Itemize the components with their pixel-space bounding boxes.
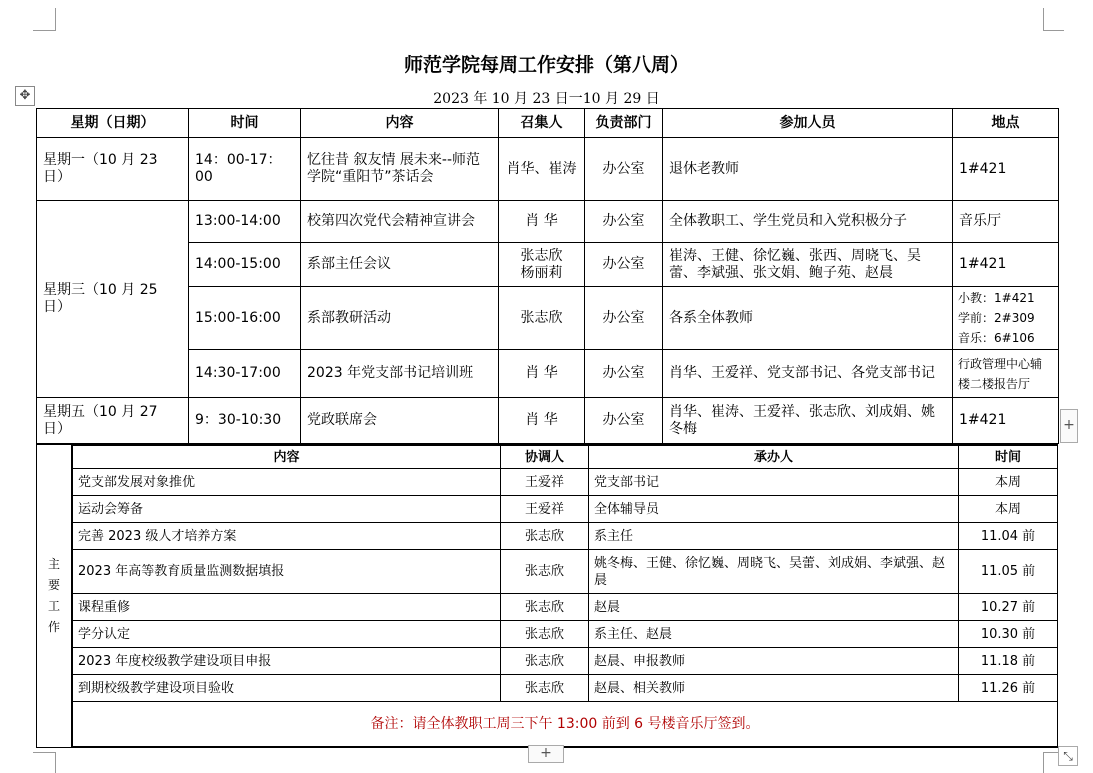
content-cell: 系部教研活动 [301, 287, 499, 350]
header-content: 内容 [301, 109, 499, 138]
task-content: 学分认定 [73, 621, 501, 648]
task-handler: 党支部书记 [589, 469, 959, 496]
task-row [73, 648, 1058, 675]
schedule-row [37, 287, 1059, 350]
task-handler: 赵晨、相关教师 [589, 675, 959, 702]
location-cell [953, 287, 1059, 350]
task-coordinator: 王爱祥 [501, 496, 589, 523]
content-cell: 党政联席会 [301, 398, 499, 444]
task-coordinator: 张志欣 [501, 621, 589, 648]
task-coordinator: 王爱祥 [501, 469, 589, 496]
content-cell: 2023 年党支部书记培训班 [301, 350, 499, 398]
schedule-row [37, 398, 1059, 444]
department-cell: 办公室 [585, 287, 663, 350]
tasks-header-content: 内容 [73, 446, 501, 469]
table-resize-icon[interactable]: ⤡ [1058, 746, 1078, 766]
task-content: 2023 年高等教育质量监测数据填报 [73, 550, 501, 594]
location-cell: 1#421 [953, 398, 1059, 444]
content-cell: 校第四次党代会精神宣讲会 [301, 201, 499, 243]
note-text: 备注：请全体教职工周三下午 13:00 前到 6 号楼音乐厅签到。 [73, 702, 1058, 747]
main-tasks-side-label [37, 445, 72, 748]
schedule-row [37, 243, 1059, 287]
tasks-header-time: 时间 [959, 446, 1058, 469]
side-label-char: 主 [47, 557, 60, 571]
content-cell: 系部主任会议 [301, 243, 499, 287]
convener-cell: 张志欣 [499, 287, 585, 350]
task-coordinator: 张志欣 [501, 594, 589, 621]
time-cell: 14：00-17：00 [189, 138, 301, 201]
convener-cell: 张志欣 杨丽莉 [499, 243, 585, 287]
side-label-char: 工 [47, 599, 60, 613]
tasks-header-handler: 承办人 [589, 446, 959, 469]
participants-cell: 全体教职工、学生党员和入党积极分子 [663, 201, 953, 243]
task-row [73, 675, 1058, 702]
side-label-char: 要 [47, 578, 60, 592]
task-coordinator: 张志欣 [501, 675, 589, 702]
task-coordinator: 张志欣 [501, 648, 589, 675]
location-cell: 行政管理中心辅楼二楼报告厅 [953, 350, 1059, 398]
location-line: 音乐：6#106 [958, 331, 1035, 345]
convener-cell: 肖 华 [499, 350, 585, 398]
content-cell: 忆往昔 叙友情 展未来--师范学院“重阳节”茶话会 [301, 138, 499, 201]
add-column-button[interactable]: + [528, 745, 564, 763]
participants-cell: 各系全体教师 [663, 287, 953, 350]
header-convener: 召集人 [499, 109, 585, 138]
participants-cell: 崔涛、王健、徐忆巍、张西、周晓飞、吴蕾、李斌强、张文娟、鲍子苑、赵晨 [663, 243, 953, 287]
document-title: 师范学院每周工作安排（第八周） [403, 54, 689, 76]
task-coordinator: 张志欣 [501, 550, 589, 594]
task-content: 课程重修 [73, 594, 501, 621]
location-cell: 1#421 [953, 138, 1059, 201]
task-row [73, 621, 1058, 648]
department-cell: 办公室 [585, 138, 663, 201]
department-cell: 办公室 [585, 201, 663, 243]
task-row [73, 496, 1058, 523]
add-row-button[interactable]: + [1060, 409, 1078, 443]
schedule-header-row [37, 109, 1059, 138]
schedule-row [37, 350, 1059, 398]
page-corner-bottom-left [33, 752, 56, 773]
location-cell: 1#421 [953, 243, 1059, 287]
table-move-icon[interactable]: ✥ [15, 86, 35, 106]
task-time: 11.26 前 [959, 675, 1058, 702]
header-time: 时间 [189, 109, 301, 138]
task-handler: 赵晨 [589, 594, 959, 621]
side-label-char: 作 [47, 620, 60, 634]
page-corner-top-left [33, 8, 56, 31]
task-time: 11.04 前 [959, 523, 1058, 550]
schedule-row [37, 201, 1059, 243]
location-cell: 音乐厅 [953, 201, 1059, 243]
department-cell: 办公室 [585, 243, 663, 287]
header-day: 星期（日期） [37, 109, 189, 138]
task-content: 党支部发展对象推优 [73, 469, 501, 496]
task-handler: 姚冬梅、王健、徐忆巍、周晓飞、吴蕾、刘成娟、李斌强、赵晨 [589, 550, 959, 594]
task-handler: 全体辅导员 [589, 496, 959, 523]
task-row [73, 469, 1058, 496]
location-line: 小教：1#421 [958, 291, 1035, 305]
main-tasks-section [36, 444, 1058, 748]
task-content: 完善 2023 级人才培养方案 [73, 523, 501, 550]
time-cell: 15:00-16:00 [189, 287, 301, 350]
participants-cell: 退休老教师 [663, 138, 953, 201]
location-line: 学前：2#309 [958, 311, 1035, 325]
task-time: 10.27 前 [959, 594, 1058, 621]
department-cell: 办公室 [585, 398, 663, 444]
header-participants: 参加人员 [663, 109, 953, 138]
time-cell: 14:00-15:00 [189, 243, 301, 287]
task-time: 10.30 前 [959, 621, 1058, 648]
main-tasks-table [72, 445, 1058, 747]
time-cell: 14:30-17:00 [189, 350, 301, 398]
note-row [73, 702, 1058, 747]
convener-cell: 肖华、崔涛 [499, 138, 585, 201]
task-handler: 系主任、赵晨 [589, 621, 959, 648]
task-handler: 系主任 [589, 523, 959, 550]
task-time: 本周 [959, 469, 1058, 496]
task-time: 11.05 前 [959, 550, 1058, 594]
schedule-table [36, 108, 1059, 444]
task-content: 运动会筹备 [73, 496, 501, 523]
day-cell-monday: 星期一（10 月 23 日） [37, 138, 189, 201]
header-location: 地点 [953, 109, 1059, 138]
task-coordinator: 张志欣 [501, 523, 589, 550]
tasks-header-row [73, 446, 1058, 469]
participants-cell: 肖华、崔涛、王爱祥、张志欣、刘成娟、姚冬梅 [663, 398, 953, 444]
document-subtitle: 2023 年 10 月 23 日一10 月 29 日 [433, 91, 660, 107]
schedule-row [37, 138, 1059, 201]
tasks-header-coordinator: 协调人 [501, 446, 589, 469]
time-cell: 9：30-10:30 [189, 398, 301, 444]
task-row [73, 523, 1058, 550]
task-time: 11.18 前 [959, 648, 1058, 675]
convener-cell: 肖 华 [499, 398, 585, 444]
page-corner-top-right [1043, 8, 1064, 31]
task-time: 本周 [959, 496, 1058, 523]
participants-cell: 肖华、王爱祥、党支部书记、各党支部书记 [663, 350, 953, 398]
main-tasks-body [72, 445, 1058, 748]
department-cell: 办公室 [585, 350, 663, 398]
task-row [73, 594, 1058, 621]
day-cell-wednesday: 星期三（10 月 25 日） [37, 201, 189, 398]
task-row [73, 550, 1058, 594]
day-cell-friday: 星期五（10 月 27 日） [37, 398, 189, 444]
time-cell: 13:00-14:00 [189, 201, 301, 243]
header-department: 负责部门 [585, 109, 663, 138]
convener-cell: 肖 华 [499, 201, 585, 243]
task-content: 2023 年度校级教学建设项目申报 [73, 648, 501, 675]
task-handler: 赵晨、申报教师 [589, 648, 959, 675]
task-content: 到期校级教学建设项目验收 [73, 675, 501, 702]
